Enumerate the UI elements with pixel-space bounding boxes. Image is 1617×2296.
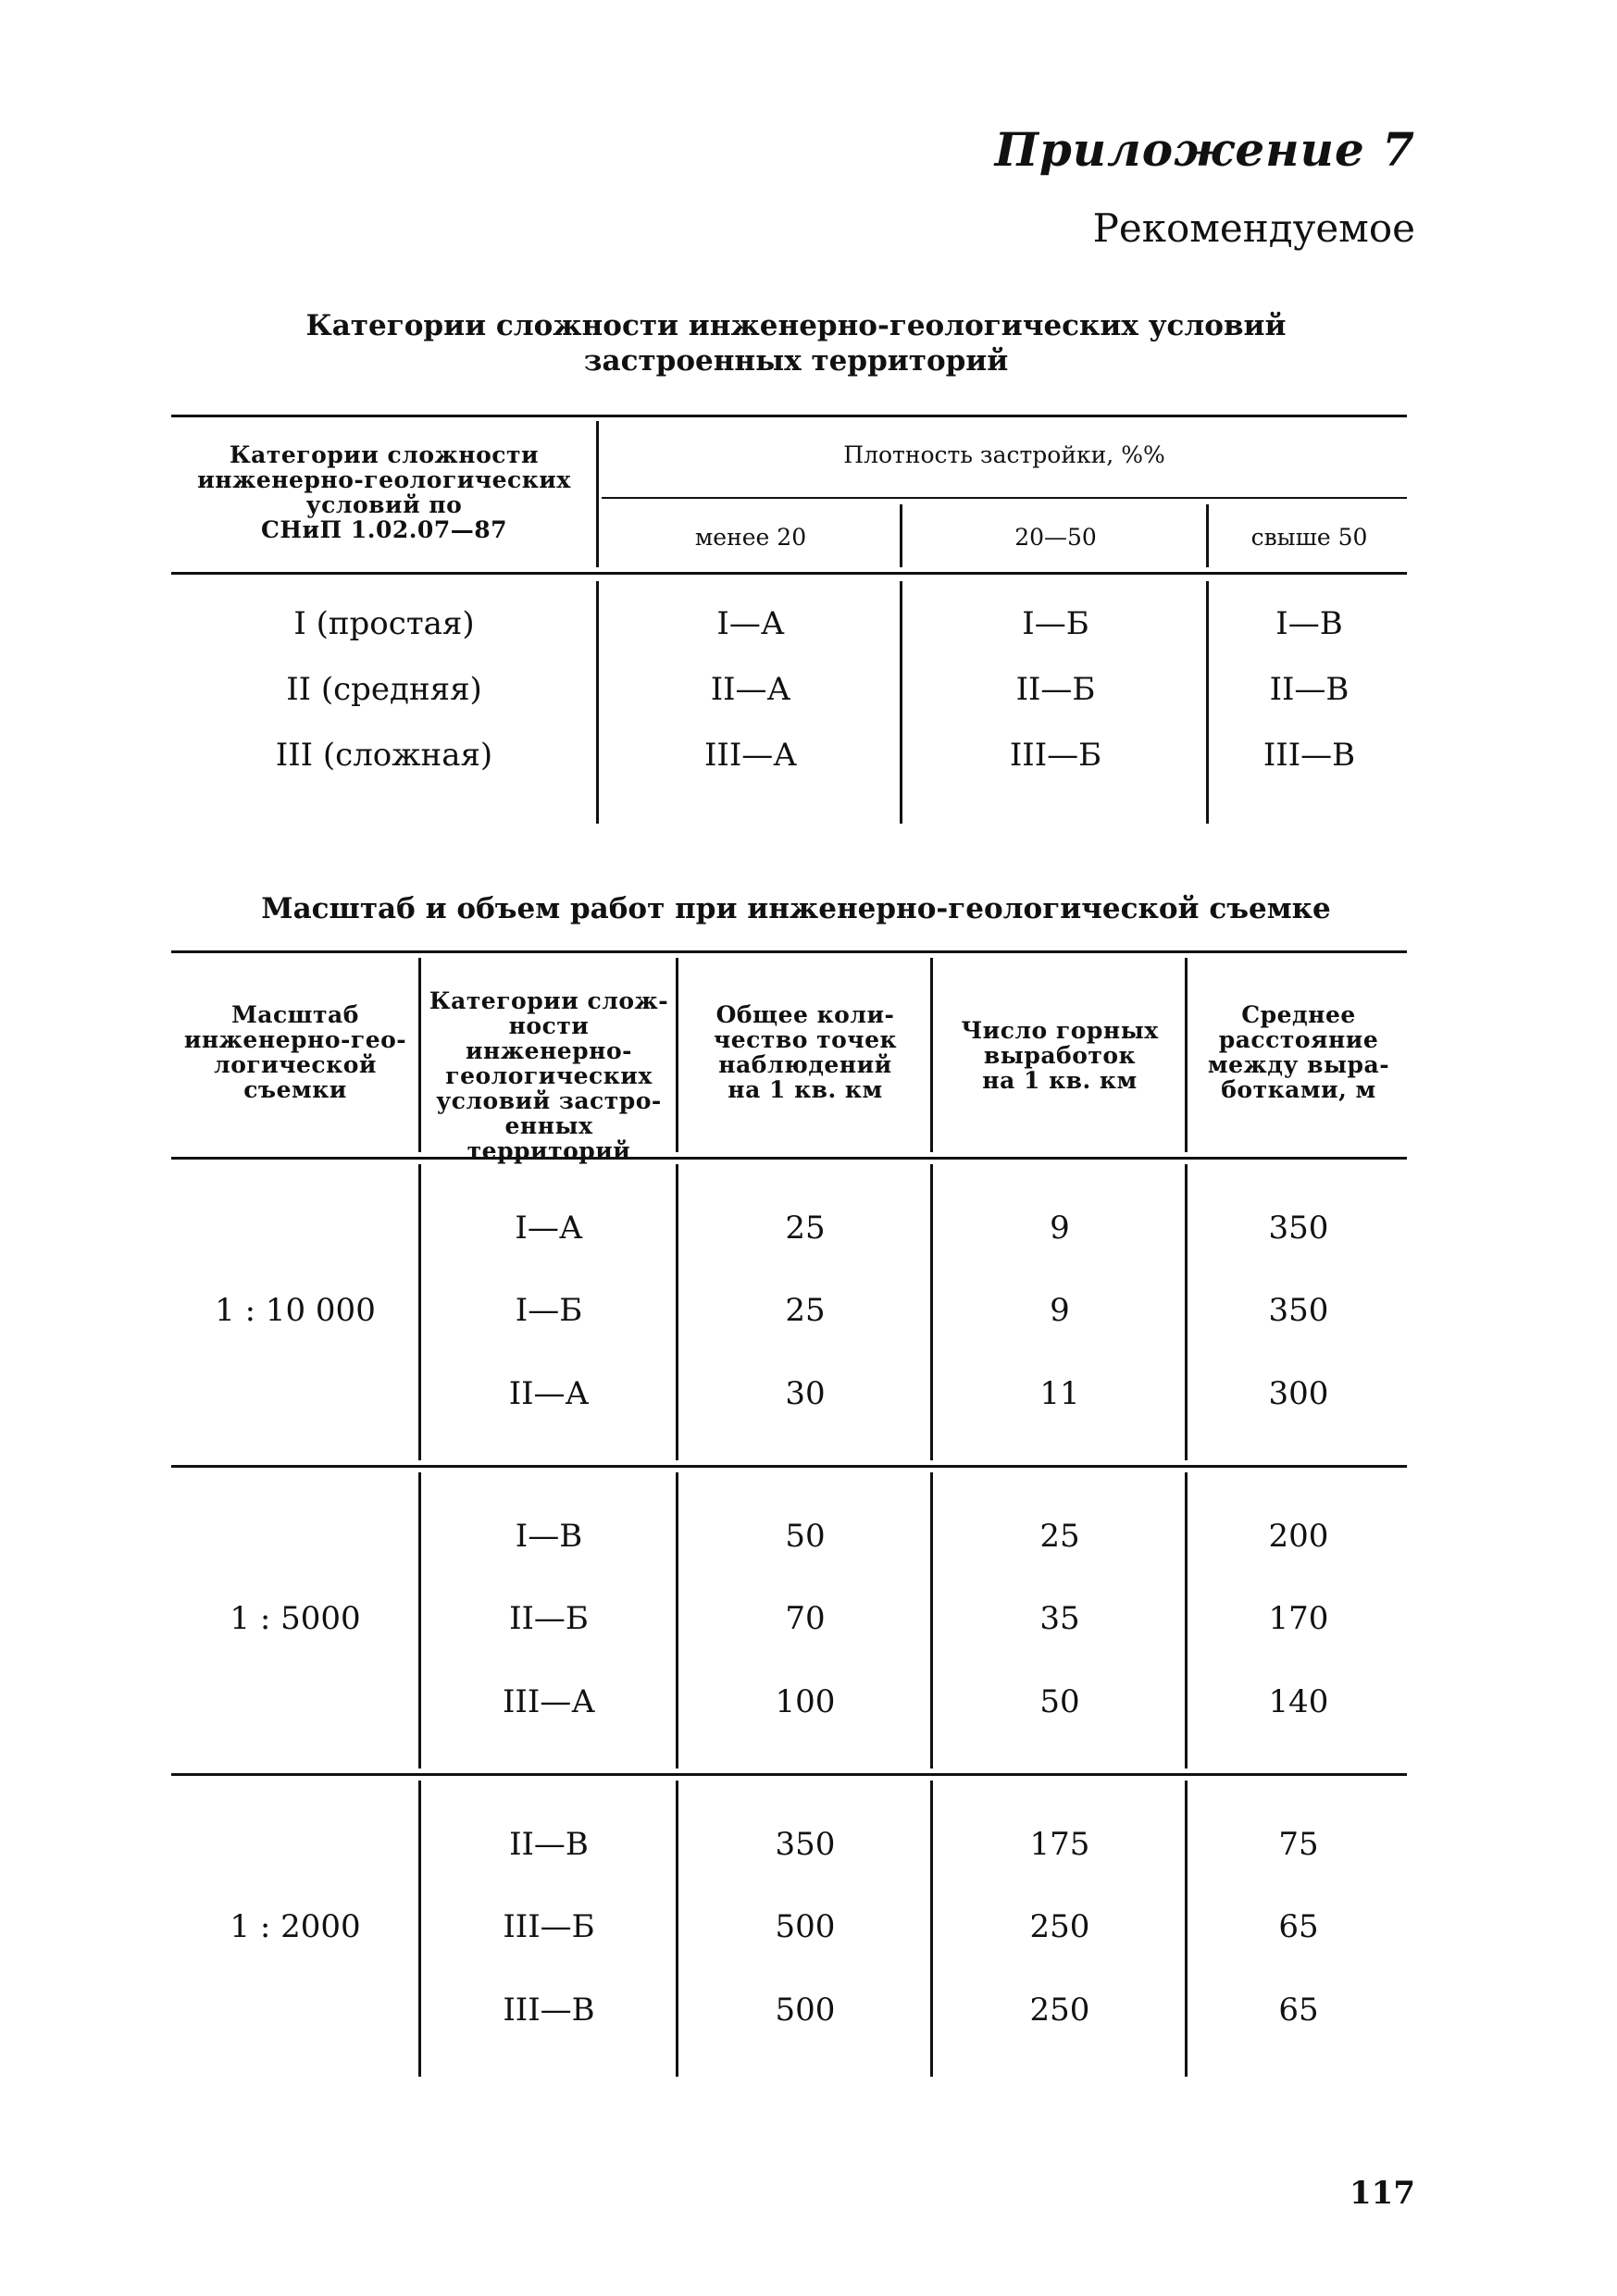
table2-vrule (418, 1781, 421, 2077)
table2-vrule (676, 1472, 678, 1769)
table1-cell: II—А (710, 671, 791, 708)
table2-header-excavations: Число горных выработок на 1 кв. км (961, 1017, 1159, 1094)
table2-cell: I—В (515, 1518, 583, 1555)
table1-density-header: Плотность застройки, %% (843, 441, 1165, 468)
table2-cell: 65 (1278, 1992, 1319, 2029)
table2-cell: 25 (1039, 1518, 1080, 1555)
table2-scale: 1 : 2000 (230, 1908, 361, 1945)
table2-cell: 100 (775, 1683, 836, 1720)
table2-cell: 9 (1050, 1292, 1070, 1329)
table2-cell: 250 (1029, 1992, 1090, 2029)
table1-header-rule (171, 572, 1407, 575)
table2-cell: 9 (1050, 1210, 1070, 1247)
table2-vrule (418, 958, 421, 1152)
table2-header-points: Общее коли- чество точек наблюдений на 1 кв. км (713, 1001, 898, 1103)
table2-cell: I—А (515, 1210, 583, 1247)
table1-cell: II—Б (1015, 671, 1096, 708)
table2-cell: 350 (775, 1826, 836, 1863)
table2-cell: 500 (775, 1908, 836, 1945)
table2-cell: 65 (1278, 1908, 1319, 1945)
table2-vrule (930, 958, 933, 1152)
table2-vrule (1185, 1164, 1188, 1460)
recommended-label: Рекомендуемое (1092, 205, 1415, 251)
table2-cell: 140 (1268, 1683, 1329, 1720)
table1-title-line1: Категории сложности инженерно-геологических условий (305, 309, 1287, 342)
table2-vrule (1185, 958, 1188, 1152)
table2-header-scale: Масштаб инженерно-гео- логической съемки (183, 1001, 407, 1103)
table1-density-rule (602, 497, 1407, 499)
table2-cell: 175 (1029, 1826, 1090, 1863)
table2-title: Масштаб и объем работ при инженерно-геологической съемке (261, 892, 1331, 925)
table2-cell: 50 (785, 1518, 826, 1555)
table2-vrule (930, 1472, 933, 1769)
table2-cell: 30 (785, 1375, 826, 1412)
table2-cell: 35 (1039, 1600, 1080, 1637)
table2-vrule (676, 1164, 678, 1460)
table2-group-rule (171, 1465, 1407, 1468)
table2-vrule (418, 1164, 421, 1460)
table1-vrule (900, 504, 902, 567)
table1-cell: I—В (1275, 605, 1343, 642)
table2-cell: 25 (785, 1292, 826, 1329)
table1-cell: III—Б (1009, 737, 1102, 774)
table2-cell: 350 (1268, 1292, 1329, 1329)
table2-cell: III—А (502, 1683, 596, 1720)
table1-cell: III—В (1263, 737, 1356, 774)
table2-cell: II—А (508, 1375, 590, 1412)
table2-header-rule (171, 1157, 1407, 1160)
table1-vrule (900, 581, 902, 824)
table1-cell: III—А (703, 737, 798, 774)
table1-cell: I—А (716, 605, 785, 642)
table2-vrule (676, 958, 678, 1152)
table2-cell: II—Б (509, 1600, 589, 1637)
table1-title (167, 308, 1425, 379)
appendix-title: Приложение 7 (994, 122, 1415, 177)
table2-vrule (930, 1164, 933, 1460)
table2-vrule (930, 1781, 933, 2077)
table1-cell: II—В (1269, 671, 1350, 708)
page-number: 117 (1350, 2175, 1415, 2212)
table1-cell: I—Б (1022, 605, 1089, 642)
table1-density-col: 20—50 (1014, 524, 1097, 551)
table2-cell: I—Б (515, 1292, 583, 1329)
table1-density-col: свыше 50 (1250, 524, 1368, 551)
table2-header-category: Категории слож- ности инженерно- геологических условий застро- енных территорий (429, 987, 669, 1164)
table1-top-rule (171, 415, 1407, 417)
table2-cell: 200 (1268, 1518, 1329, 1555)
table2-cell: 70 (785, 1600, 826, 1637)
table2-cell: 50 (1039, 1683, 1080, 1720)
table2-vrule (418, 1472, 421, 1769)
table2-cell: 350 (1268, 1210, 1329, 1247)
table2-group-rule (171, 1773, 1407, 1776)
table1-vrule (596, 581, 599, 824)
table2-cell: II—В (509, 1826, 589, 1863)
table2-cell: 300 (1268, 1375, 1329, 1412)
table2-top-rule (171, 950, 1407, 953)
table2-scale: 1 : 10 000 (215, 1292, 376, 1329)
table1-title-line2: застроенных территорий (583, 344, 1009, 378)
table2-cell: 170 (1268, 1600, 1329, 1637)
table1-row-category: I (простая) (293, 605, 475, 642)
table2-vrule (1185, 1472, 1188, 1769)
table2-cell: 250 (1029, 1908, 1090, 1945)
table2-header-distance: Среднее расстояние между выра- ботками, м (1207, 1001, 1390, 1103)
table1-row-category: III (сложная) (275, 737, 493, 774)
table2-cell: 500 (775, 1992, 836, 2029)
table1-col-header-category: Категории сложности инженерно-геологических условий по СНиП 1.02.07—87 (197, 441, 571, 543)
table1-vrule (596, 421, 599, 567)
table2-cell: 11 (1039, 1375, 1080, 1412)
table1-vrule (1206, 581, 1209, 824)
table1-row-category: II (средняя) (286, 671, 482, 708)
table2-scale: 1 : 5000 (230, 1600, 361, 1637)
table2-cell: III—В (503, 1992, 595, 2029)
table2-vrule (676, 1781, 678, 2077)
table2-cell: 75 (1278, 1826, 1319, 1863)
table1-density-col: менее 20 (694, 524, 807, 551)
table1-vrule (1206, 504, 1209, 567)
table2-vrule (1185, 1781, 1188, 2077)
table2-cell: 25 (785, 1210, 826, 1247)
table2-cell: III—Б (503, 1908, 595, 1945)
